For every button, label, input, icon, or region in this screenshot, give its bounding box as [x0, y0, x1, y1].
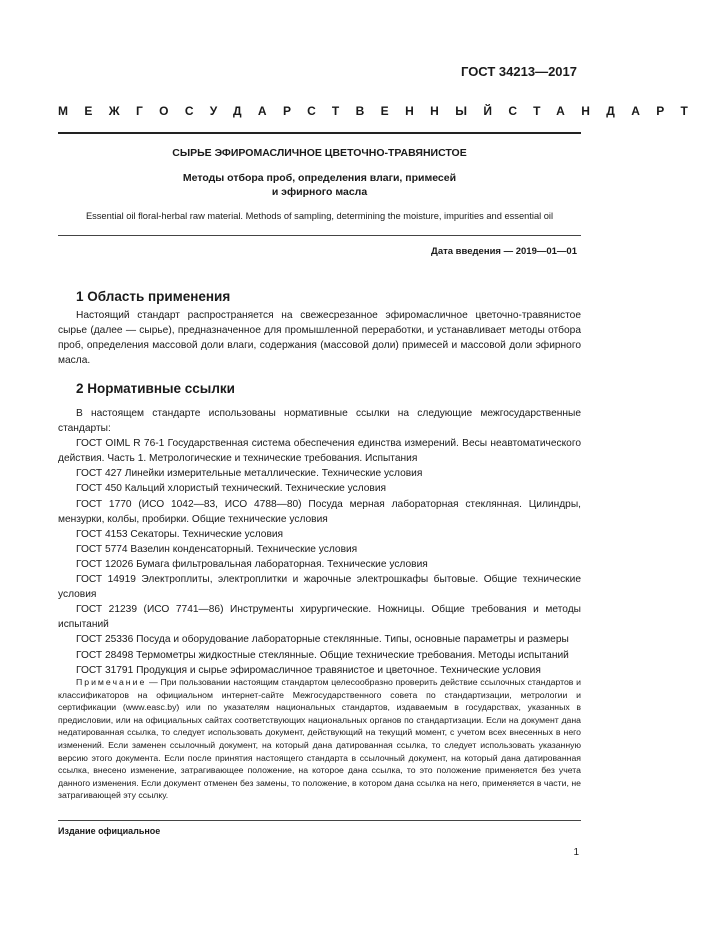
reference-item: ГОСТ 25336 Посуда и оборудование лабораторные стеклянные. Типы, основные параметры и размеры — [76, 634, 569, 646]
banner-divider — [58, 132, 581, 134]
reference-item: ГОСТ OIML R 76-1 Государственная система обеспечения единства измерений. Весы неавтоматического действия. Часть 1. Метрологические и технические требования. Испытания — [58, 438, 581, 465]
introduction-date: Дата введения — 2019—01—01 — [431, 246, 577, 257]
english-title: Essential oil floral-herbal raw material. Methods of sampling, determining the moisture, impurities and essential oil — [85, 211, 554, 221]
reference-item: ГОСТ 21239 (ИСО 7741—86) Инструменты хирургические. Ножницы. Общие требования и методы испытаний — [58, 604, 581, 631]
section-2-heading: 2 Нормативные ссылки — [76, 381, 235, 396]
banner-word-standard: СТАНДАРТ — [508, 104, 704, 118]
reference-item: ГОСТ 450 Кальций хлористый технический. Технические условия — [76, 483, 387, 495]
section-2-body — [58, 406, 581, 678]
document-title: СЫРЬЕ ЭФИРОМАСЛИЧНОЕ ЦВЕТОЧНО-ТРАВЯНИСТОЕ — [172, 147, 467, 159]
section-1-text: Настоящий стандарт распространяется на свежесрезанное эфиромасличное цветочно-травянистое сырье (далее — сырье), предназначенное для промышленной переработки, и устанавливает методы отбора проб, определения массовой доли влаги, содержания (массовой доли) примесей и массовой доли эфирного масла. — [58, 310, 581, 367]
reference-item: ГОСТ 5774 Вазелин конденсаторный. Технические условия — [76, 543, 358, 555]
document-subtitle — [58, 171, 581, 199]
section-2-intro: В настоящем стандарте использованы нормативные ссылки на следующие межгосударственные стандарты: — [58, 408, 581, 435]
section-1-body — [58, 308, 581, 368]
footer-divider — [58, 820, 581, 821]
reference-item: ГОСТ 14919 Электроплиты, электроплитки и жарочные электрошкафы бытовые. Общие технические условия — [58, 574, 581, 601]
subtitle-line-1: Методы отбора проб, определения влаги, примесей — [182, 172, 457, 184]
gost-code: ГОСТ 34213—2017 — [461, 64, 577, 79]
reference-item: ГОСТ 31791 Продукция и сырье эфиромасличное травянистое и цветочное. Технические условия — [76, 664, 541, 676]
standard-banner — [58, 104, 704, 118]
section-1-heading: 1 Область применения — [76, 289, 231, 304]
page-number: 1 — [573, 847, 579, 858]
banner-word-interstate: МЕЖГОСУДАРСТВЕННЫЙ — [58, 104, 509, 118]
reference-note — [58, 676, 581, 802]
reference-item: ГОСТ 1770 (ИСО 1042—83, ИСО 4788—80) Посуда мерная лабораторная стеклянная. Цилиндры, мензурки, колбы, пробирки. Общие технические условия — [58, 498, 581, 525]
note-text: — При пользовании настоящим стандартом целесообразно проверить действие ссылочных стандартов и классификаторов на официальном интернет-сайте Межгосударственного совета по стандартизации, метрологии и сертификации (www.easc.by) или по указателям национальных стандартов, издаваемым в государствах, указанных в предисловии, или на официальных сайтах соответствующих национальных органов по стандартизации. Если на документ дана недатированная ссылка, то следует использовать документ, действующий на текущий момент, с учетом всех внесенных в него изменений. Если заменен ссылочный документ, на который дана датированная ссылка, то следует использовать указанную версию этого документа. Если после принятия настоящего стандарта в ссылочный документ, на который дана датированная ссылка, внесено изменение, затрагивающее положение, на которое дана ссылка, то это положение применяется без учета данного изменения. Если документ отменен без замены, то положение, в котором дана ссылка на него, применяется в части, не затрагивающей эту ссылку. — [58, 677, 581, 801]
note-label: Примечание — [76, 677, 147, 687]
official-edition-label: Издание официальное — [58, 826, 161, 836]
reference-item: ГОСТ 28498 Термометры жидкостные стеклянные. Общие технические требования. Методы испытаний — [76, 649, 569, 661]
title-divider — [58, 235, 581, 236]
reference-item: ГОСТ 4153 Секаторы. Технические условия — [76, 528, 284, 540]
reference-item: ГОСТ 427 Линейки измерительные металлические. Технические условия — [76, 468, 423, 480]
reference-item: ГОСТ 12026 Бумага фильтровальная лабораторная. Технические условия — [76, 558, 428, 570]
subtitle-line-2: и эфирного масла — [271, 186, 368, 198]
